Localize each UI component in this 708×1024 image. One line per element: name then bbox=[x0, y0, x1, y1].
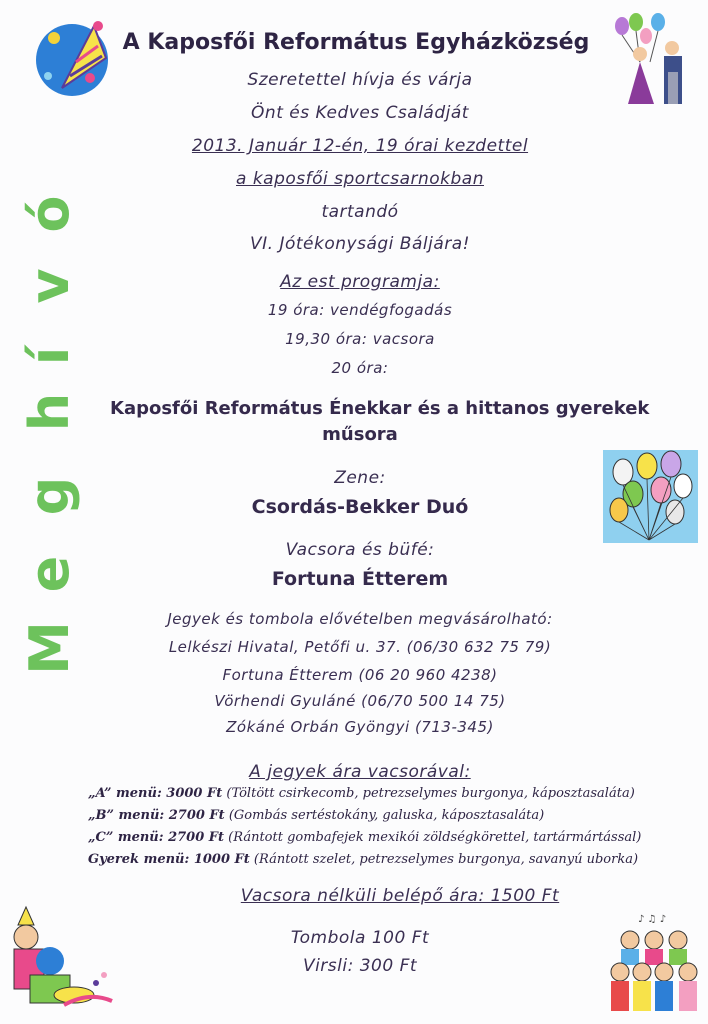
menu-item bbox=[88, 808, 648, 823]
prices-heading: A jegyek ára vacsorával: bbox=[249, 762, 471, 782]
performers-line-2: műsora bbox=[322, 424, 398, 445]
side-title-letter: e bbox=[18, 555, 81, 593]
invite-line-2: Önt és Kedves Családját bbox=[251, 103, 469, 123]
menu-item bbox=[88, 852, 648, 867]
side-title-letter: g bbox=[18, 476, 81, 516]
ticket-contact: Fortuna Étterem (06 20 960 4238) bbox=[222, 666, 498, 684]
side-title-letter: M bbox=[18, 621, 81, 675]
side-title-letter: ó bbox=[18, 195, 81, 233]
invite-line-6: VI. Jótékonysági Báljára! bbox=[250, 234, 470, 254]
side-title-letter: v bbox=[18, 268, 81, 304]
ticket-contact: Zókáné Orbán Gyöngyi (713-345) bbox=[226, 718, 494, 736]
dinner-label: Vacsora és büfé: bbox=[285, 540, 435, 560]
menu-desc: (Rántott szelet, petrezselymes burgonya, savanyú uborka) bbox=[253, 852, 639, 867]
program-item: 20 óra: bbox=[331, 359, 389, 377]
program-item: 19 óra: vendégfogadás bbox=[267, 301, 453, 319]
menu-item bbox=[88, 830, 648, 845]
singing-children-clipart bbox=[608, 910, 702, 1014]
menu-name: „C” menü: 2700 Ft bbox=[88, 830, 225, 845]
page-title: A Kaposfői Református Egyházközség bbox=[122, 30, 590, 55]
music-name: Csordás-Bekker Duó bbox=[251, 496, 469, 518]
event-date: 2013. Január 12-én, 19 órai kezdettel bbox=[191, 136, 529, 156]
couple-balloons-clipart bbox=[610, 12, 702, 106]
dinner-name: Fortuna Étterem bbox=[271, 568, 449, 590]
music-label: Zene: bbox=[334, 468, 386, 488]
ticket-contact: Vörhendi Gyuláné (06/70 500 14 75) bbox=[214, 692, 506, 710]
menu-name: „A” menü: 3000 Ft bbox=[88, 786, 223, 801]
invite-line-5: tartandó bbox=[321, 202, 399, 222]
side-title-letter: í bbox=[18, 346, 81, 366]
menu-desc: (Töltött csirkecomb, petrezselymes burgonya, káposztasaláta) bbox=[226, 786, 635, 801]
event-place: a kaposfői sportcsarnokban bbox=[236, 169, 484, 189]
balloons-clipart bbox=[603, 450, 698, 543]
menu-item bbox=[88, 786, 648, 801]
menu-desc: (Rántott gombafejek mexikói zöldségkörettel, tartármártással) bbox=[228, 830, 642, 845]
ticket-contact: Lelkészi Hivatal, Petőfi u. 37. (06/30 632 75 79) bbox=[168, 638, 552, 656]
invite-line-1: Szeretettel hívja és várja bbox=[247, 70, 473, 90]
menu-name: „B” menü: 2700 Ft bbox=[88, 808, 225, 823]
menu-desc: (Gombás sertéstokány, galuska, káposztasaláta) bbox=[228, 808, 545, 823]
tickets-heading: Jegyek és tombola elővételben megvásárolható: bbox=[167, 610, 553, 628]
performers-line-1: Kaposfői Református Énekkar és a hittanos gyerekek bbox=[110, 398, 650, 419]
program-item: 19,30 óra: vacsora bbox=[285, 330, 435, 348]
svg-text:♪ ♫ ♪: ♪ ♫ ♪ bbox=[638, 914, 667, 925]
side-title-letter: h bbox=[18, 392, 81, 432]
party-clown-clipart bbox=[4, 905, 116, 1017]
program-heading: Az est programja: bbox=[280, 272, 440, 292]
sausage-price: Virsli: 300 Ft bbox=[302, 956, 418, 976]
raffle-price: Tombola 100 Ft bbox=[290, 928, 430, 948]
no-dinner-price: Vacsora nélküli belépő ára: 1500 Ft bbox=[240, 886, 560, 906]
menu-name: Gyerek menü: 1000 Ft bbox=[88, 852, 250, 867]
